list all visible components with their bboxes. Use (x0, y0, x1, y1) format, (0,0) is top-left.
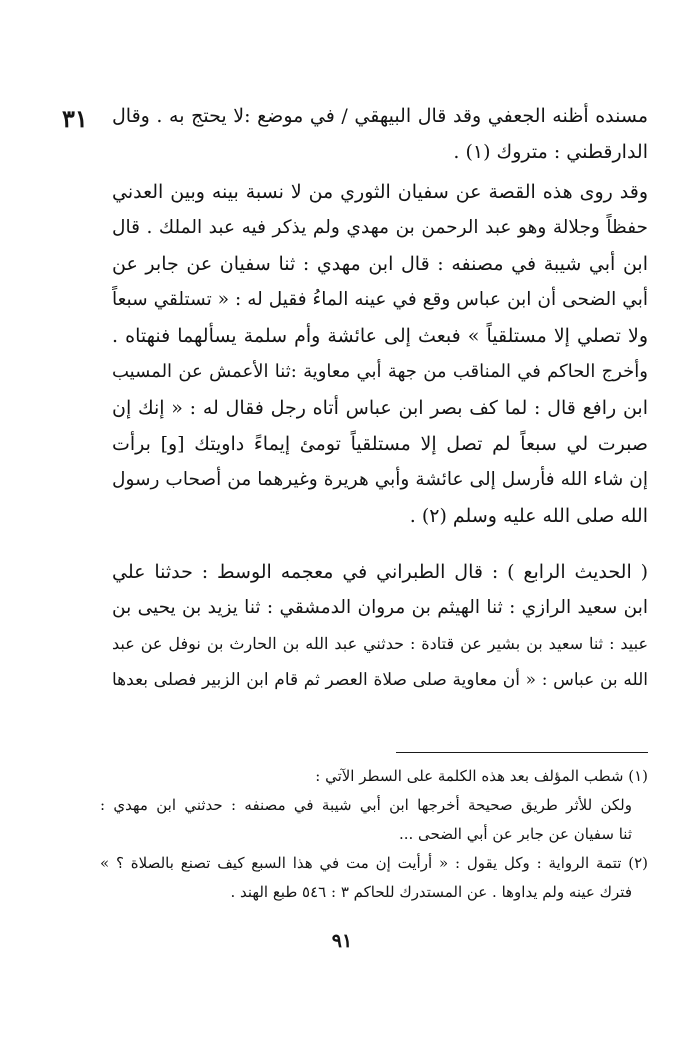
text-line: ابن سعيد الرازي : ثنا الهيثم بن مروان الدمشقي : ثنا يزيد بن يحيى بن (112, 597, 648, 618)
text-line: حفظاً وجلالة وهو عبد الرحمن بن مهدي ولم يذكر فيه عبد الملك . قال (112, 217, 648, 238)
footnote-line: (٢) تتمة الرواية : وكل يقول : « أرأيت إن مت في هذا السبع كيف تصنع بالصلاة ؟ » (100, 854, 648, 872)
text-line: ولا تصلي إلا مستلقياً » فبعث إلى عائشة وأم سلمة يسألهما فنهتاه . (112, 325, 648, 347)
footnote-line: فترك عينه ولم يداوها . عن المستدرك للحاكم ٣ : ٥٤٦ طبع الهند . (230, 883, 632, 901)
text-line: ابن رافع قال : لما كف بصر ابن عباس أتاه رجل فقال له : « إنك إن (112, 397, 648, 419)
text-line: صبرت لي سبعاً لم تصل إلا مستلقياً تومئ إيماءً داويتك [و] برأت (112, 433, 648, 455)
margin-section-number: ٣١ (62, 104, 88, 133)
text-line: الدارقطني : متروك (١) . (453, 141, 648, 163)
footnotes (100, 762, 648, 907)
text-line: ( الحديث الرابع ) : قال الطبراني في معجمه الوسط : حدثنا علي (112, 561, 648, 583)
text-line: ابن أبي شيبة في مصنفه : قال ابن مهدي : ثنا سفيان عن جابر عن (112, 253, 648, 275)
text-line: وأخرج الحاكم في المناقب من جهة أبي معاوية :ثنا الأعمش عن المسيب (112, 361, 648, 382)
text-line: الله بن عباس : « أن معاوية صلى صلاة العصر ثم قام ابن الزبير فصلى بعدها (112, 670, 648, 690)
footnote-line: (١) شطب المؤلف بعد هذه الكلمة على السطر الآتي : (315, 767, 648, 785)
footnote-divider (396, 752, 648, 753)
text-line: وقد روى هذه القصة عن سفيان الثوري من لا نسبة بينه وبين العدني (112, 181, 648, 203)
text-line: إن شاء الله فأرسل إلى عائشة وأبي هريرة وغيرهما من أصحاب رسول (112, 469, 648, 490)
footnote-line: ولكن للأثر طريق صحيحة أخرجها ابن أبي شيبة في مصنفه : حدثني ابن مهدي : (100, 796, 632, 814)
page-number: ٩١ (331, 930, 353, 952)
text-line: مسنده أظنه الجعفي وقد قال البيهقي / في موضع :لا يحتج به . وقال (112, 105, 648, 127)
footnote-line: ثنا سفيان عن جابر عن أبي الضحى ... (398, 825, 632, 843)
main-text (112, 98, 648, 698)
text-line: أبي الضحى أن ابن عباس وقع في عينه الماءُ فقيل له : « تستلقي سبعاً (112, 289, 648, 310)
text-line: عبيد : ثنا سعيد بن بشير عن قتادة : حدثني عبد الله بن الحارث بن نوفل عن عبد (112, 634, 648, 653)
text-line: الله صلى الله عليه وسلم (٢) . (409, 505, 648, 527)
